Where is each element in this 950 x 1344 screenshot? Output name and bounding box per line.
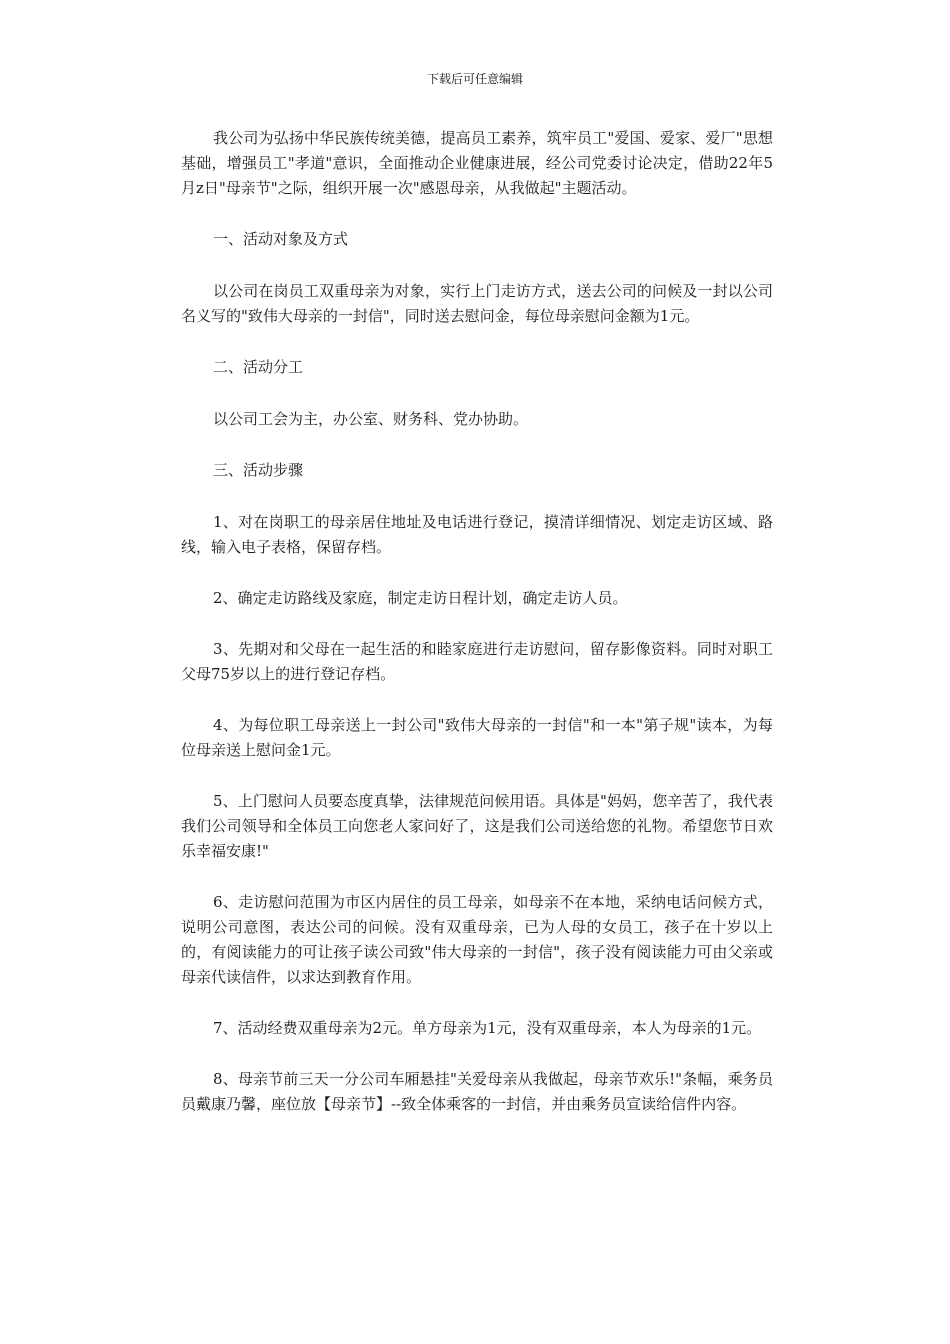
step-item-2: 2、确定走访路线及家庭，制定走访日程计划，确定走访人员。 bbox=[213, 589, 628, 607]
section-heading-2: 二、活动分工 bbox=[213, 358, 304, 376]
section-paragraph-2: 以公司工会为主，办公室、财务科、党办协助。 bbox=[213, 410, 529, 428]
step-item-5: 5、上门慰问人员要态度真挚，法律规范问候用语。具体是"妈妈，您辛苦了，我代表我们公司领导和全体员工向您老人家问好了，这是我们公司送给您的礼物。希望您节日欢乐幸福安康!" bbox=[181, 792, 773, 860]
step-item-7: 7、活动经费双重母亲为2元。单方母亲为1元，没有双重母亲，本人为母亲的1元。 bbox=[213, 1019, 762, 1037]
step-item-1: 1、对在岗职工的母亲居住地址及电话进行登记，摸清详细情况、划定走访区域、路线，输入电子表格，保留存档。 bbox=[181, 513, 773, 556]
step-item-3: 3、先期对和父母在一起生活的和睦家庭进行走访慰问，留存影像资料。同时对职工父母75岁以上的进行登记存档。 bbox=[181, 640, 773, 683]
section-paragraph-1: 以公司在岗员工双重母亲为对象，实行上门走访方式，送去公司的问候及一封以公司名义写的"致伟大母亲的一封信"，同时送去慰问金，每位母亲慰问金额为1元。 bbox=[181, 282, 773, 325]
page-header-note: 下载后可任意编辑 bbox=[426, 72, 523, 86]
intro-paragraph: 我公司为弘扬中华民族传统美德，提高员工素养，筑牢员工"爱国、爱家、爱厂"思想基础，增强员工"孝道"意识，全面推动企业健康进展，经公司党委讨论决定，借助22年5月z日"母亲节"之际，组织开展一次"感恩母亲，从我做起"主题活动。 bbox=[181, 129, 773, 197]
section-heading-3: 三、活动步骤 bbox=[213, 461, 304, 479]
document-body bbox=[181, 126, 773, 1143]
step-item-4: 4、为每位职工母亲送上一封公司"致伟大母亲的一封信"和一本"第子规"读本，为每位母亲送上慰问金1元。 bbox=[181, 716, 773, 759]
section-heading-1: 一、活动对象及方式 bbox=[213, 230, 349, 248]
step-item-8: 8、母亲节前三天一分公司车厢悬挂"关爱母亲从我做起，母亲节欢乐!"条幅，乘务员员戴康乃馨，座位放【母亲节】--致全体乘客的一封信，并由乘务员宣读给信件内容。 bbox=[181, 1070, 773, 1113]
step-item-6: 6、走访慰问范围为市区内居住的员工母亲，如母亲不在本地，采纳电话问候方式，说明公司意图，表达公司的问候。没有双重母亲，已为人母的女员工，孩子在十岁以上的，有阅读能力的可让孩子读公司致"伟大母亲的一封信"，孩子没有阅读能力可由父亲或母亲代读信件，以求达到教育作用。 bbox=[181, 893, 773, 986]
